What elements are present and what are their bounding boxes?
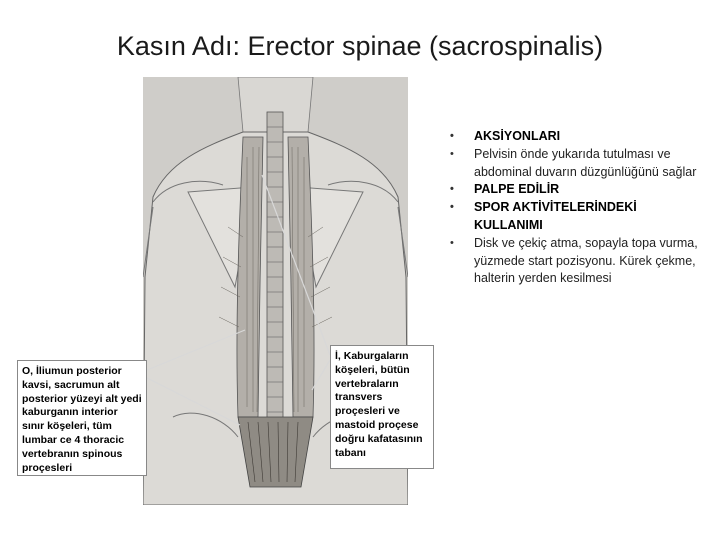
bullet-item-actions-text: • Pelvisin önde yukarıda tutulması ve abdominal duvarın düzgünlüğünü sağlar bbox=[450, 146, 697, 179]
bullet-list bbox=[450, 128, 700, 288]
bullet-dot-icon: • bbox=[450, 183, 454, 196]
origin-caption: O, İliumun posterior kavsi, sacrumun alt posterior yüzeyi alt yedi kaburganın interior sınır köşeleri, tüm lumbar ce 4 thoracic vertebranın spinous proçesleri bbox=[17, 360, 147, 476]
bullet-item-palpation: • PALPE EDİLİR bbox=[450, 181, 700, 199]
bullet-dot-icon: • bbox=[450, 130, 454, 142]
insertion-caption: İ, Kaburgaların köşeleri, bütün vertebraların transvers proçesleri ve mastoid proçese doğru kafatasının tabanı bbox=[330, 345, 434, 469]
bullet-dot-icon: • bbox=[450, 147, 454, 160]
bullet-item-sport-text: • Disk ve çekiç atma, sopayla topa vurma, yüzmede start pozisyonu. Kürek çekme, halterin yerden kesilmesi bbox=[450, 235, 698, 286]
bullet-item-sport-heading: • SPOR AKTİVİTELERİNDEKİ KULLANIMI bbox=[450, 200, 637, 232]
bullet-dot-icon: • bbox=[450, 236, 454, 249]
bullet-dot-icon: • bbox=[450, 201, 454, 214]
slide-title: Kasın Adı: Erector spinae (sacrospinalis) bbox=[116, 31, 604, 61]
bullet-item-actions-heading: • AKSİYONLARI bbox=[450, 128, 700, 146]
